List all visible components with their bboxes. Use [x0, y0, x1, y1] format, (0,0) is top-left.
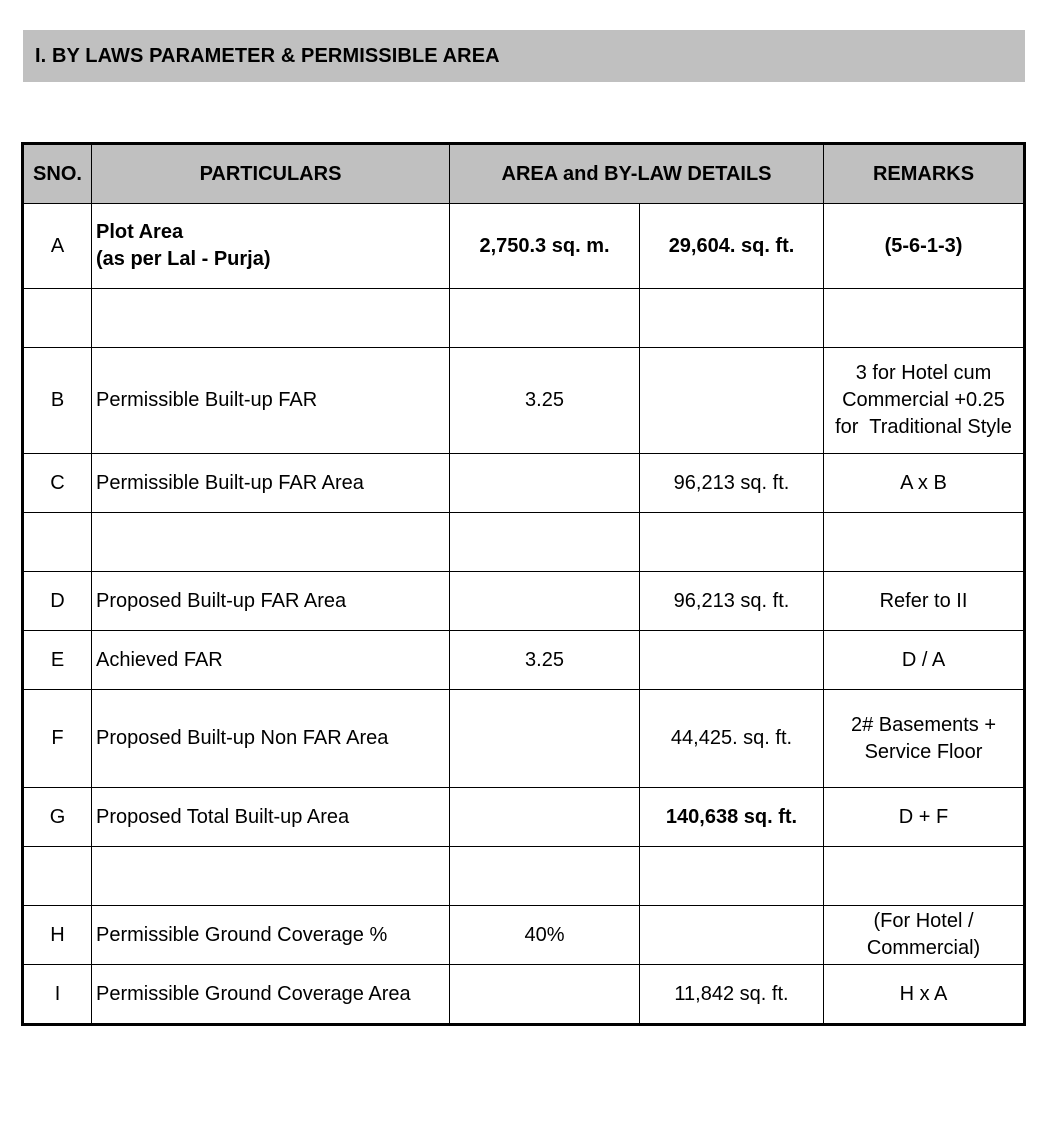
empty-cell [640, 847, 824, 906]
table-row [23, 906, 1025, 965]
cell-particulars: Permissible Built-up FAR [92, 348, 450, 454]
empty-cell [23, 847, 92, 906]
cell-particulars: Proposed Total Built-up Area [92, 788, 450, 847]
cell-particulars: Proposed Built-up FAR Area [92, 572, 450, 631]
cell-area-sqft: 140,638 sq. ft. [640, 788, 824, 847]
cell-value [450, 965, 640, 1025]
cell-value: 3.25 [450, 631, 640, 690]
bylaws-table [21, 142, 1026, 1026]
remarks-line: Commercial +0.25 [842, 389, 1005, 411]
empty-cell [824, 513, 1025, 572]
table-row-empty [23, 847, 1025, 906]
remarks-line: for Traditional Style [835, 416, 1012, 438]
cell-remarks: D + F [824, 788, 1025, 847]
empty-cell [824, 847, 1025, 906]
table-row [23, 572, 1025, 631]
cell-particulars: Permissible Ground Coverage Area [92, 965, 450, 1025]
header-remarks: REMARKS [824, 144, 1025, 204]
cell-particulars [92, 204, 450, 289]
cell-remarks: Refer to II [824, 572, 1025, 631]
empty-cell [23, 513, 92, 572]
cell-area-sqft: 44,425. sq. ft. [640, 690, 824, 788]
cell-remarks: A x B [824, 454, 1025, 513]
empty-cell [450, 513, 640, 572]
table-row [23, 631, 1025, 690]
cell-area-sqm: 2,750.3 sq. m. [450, 204, 640, 289]
remarks-line: Commercial) [866, 937, 981, 959]
remarks-line: Service Floor [864, 740, 983, 763]
header-sno: SNO. [23, 144, 92, 204]
table-row [23, 788, 1025, 847]
cell-value [450, 690, 640, 788]
cell-sno: G [23, 788, 92, 847]
cell-remarks: (5-6-1-3) [824, 204, 1025, 289]
empty-cell [640, 513, 824, 572]
remarks-line: 2# Basements + [850, 713, 997, 736]
cell-remarks [824, 906, 1025, 965]
empty-cell [92, 289, 450, 348]
table-row [23, 690, 1025, 788]
cell-area-sqft: 96,213 sq. ft. [640, 572, 824, 631]
table-header-row [23, 144, 1025, 204]
table-row [23, 204, 1025, 289]
cell-area-sqft: 11,842 sq. ft. [640, 965, 824, 1025]
remarks-line: 3 for Hotel cum [855, 362, 992, 384]
empty-cell [824, 289, 1025, 348]
table-row [23, 348, 1025, 454]
cell-sno: F [23, 690, 92, 788]
cell-sno: C [23, 454, 92, 513]
cell-value [450, 788, 640, 847]
cell-sno: E [23, 631, 92, 690]
cell-value: 3.25 [450, 348, 640, 454]
cell-particulars: Proposed Built-up Non FAR Area [92, 690, 450, 788]
table-row-empty [23, 513, 1025, 572]
cell-remarks: H x A [824, 965, 1025, 1025]
empty-cell [450, 289, 640, 348]
remarks-line: (For Hotel / [873, 910, 974, 932]
cell-area-sqft [640, 348, 824, 454]
table-row [23, 965, 1025, 1025]
cell-remarks [824, 348, 1025, 454]
empty-cell [23, 289, 92, 348]
cell-area-sqft [640, 631, 824, 690]
particulars-line: Plot Area [96, 221, 184, 243]
header-particulars: PARTICULARS [92, 144, 450, 204]
cell-area-sqft [640, 906, 824, 965]
cell-area-sqft: 96,213 sq. ft. [640, 454, 824, 513]
empty-cell [92, 847, 450, 906]
cell-particulars: Permissible Ground Coverage % [92, 906, 450, 965]
header-area-details: AREA and BY-LAW DETAILS [450, 144, 824, 204]
cell-sno: D [23, 572, 92, 631]
empty-cell [450, 847, 640, 906]
cell-sno: A [23, 204, 92, 289]
cell-remarks [824, 690, 1025, 788]
cell-area-sqft: 29,604. sq. ft. [640, 204, 824, 289]
cell-value: 40% [450, 906, 640, 965]
empty-cell [640, 289, 824, 348]
cell-remarks: D / A [824, 631, 1025, 690]
table-row [23, 454, 1025, 513]
cell-sno: I [23, 965, 92, 1025]
empty-cell [92, 513, 450, 572]
cell-particulars: Permissible Built-up FAR Area [92, 454, 450, 513]
cell-particulars: Achieved FAR [92, 631, 450, 690]
section-title: I. BY LAWS PARAMETER & PERMISSIBLE AREA [23, 30, 1025, 82]
table-row-empty [23, 289, 1025, 348]
particulars-line: (as per Lal - Purja) [96, 248, 271, 270]
cell-sno: B [23, 348, 92, 454]
cell-sno: H [23, 906, 92, 965]
cell-value [450, 572, 640, 631]
cell-value [450, 454, 640, 513]
